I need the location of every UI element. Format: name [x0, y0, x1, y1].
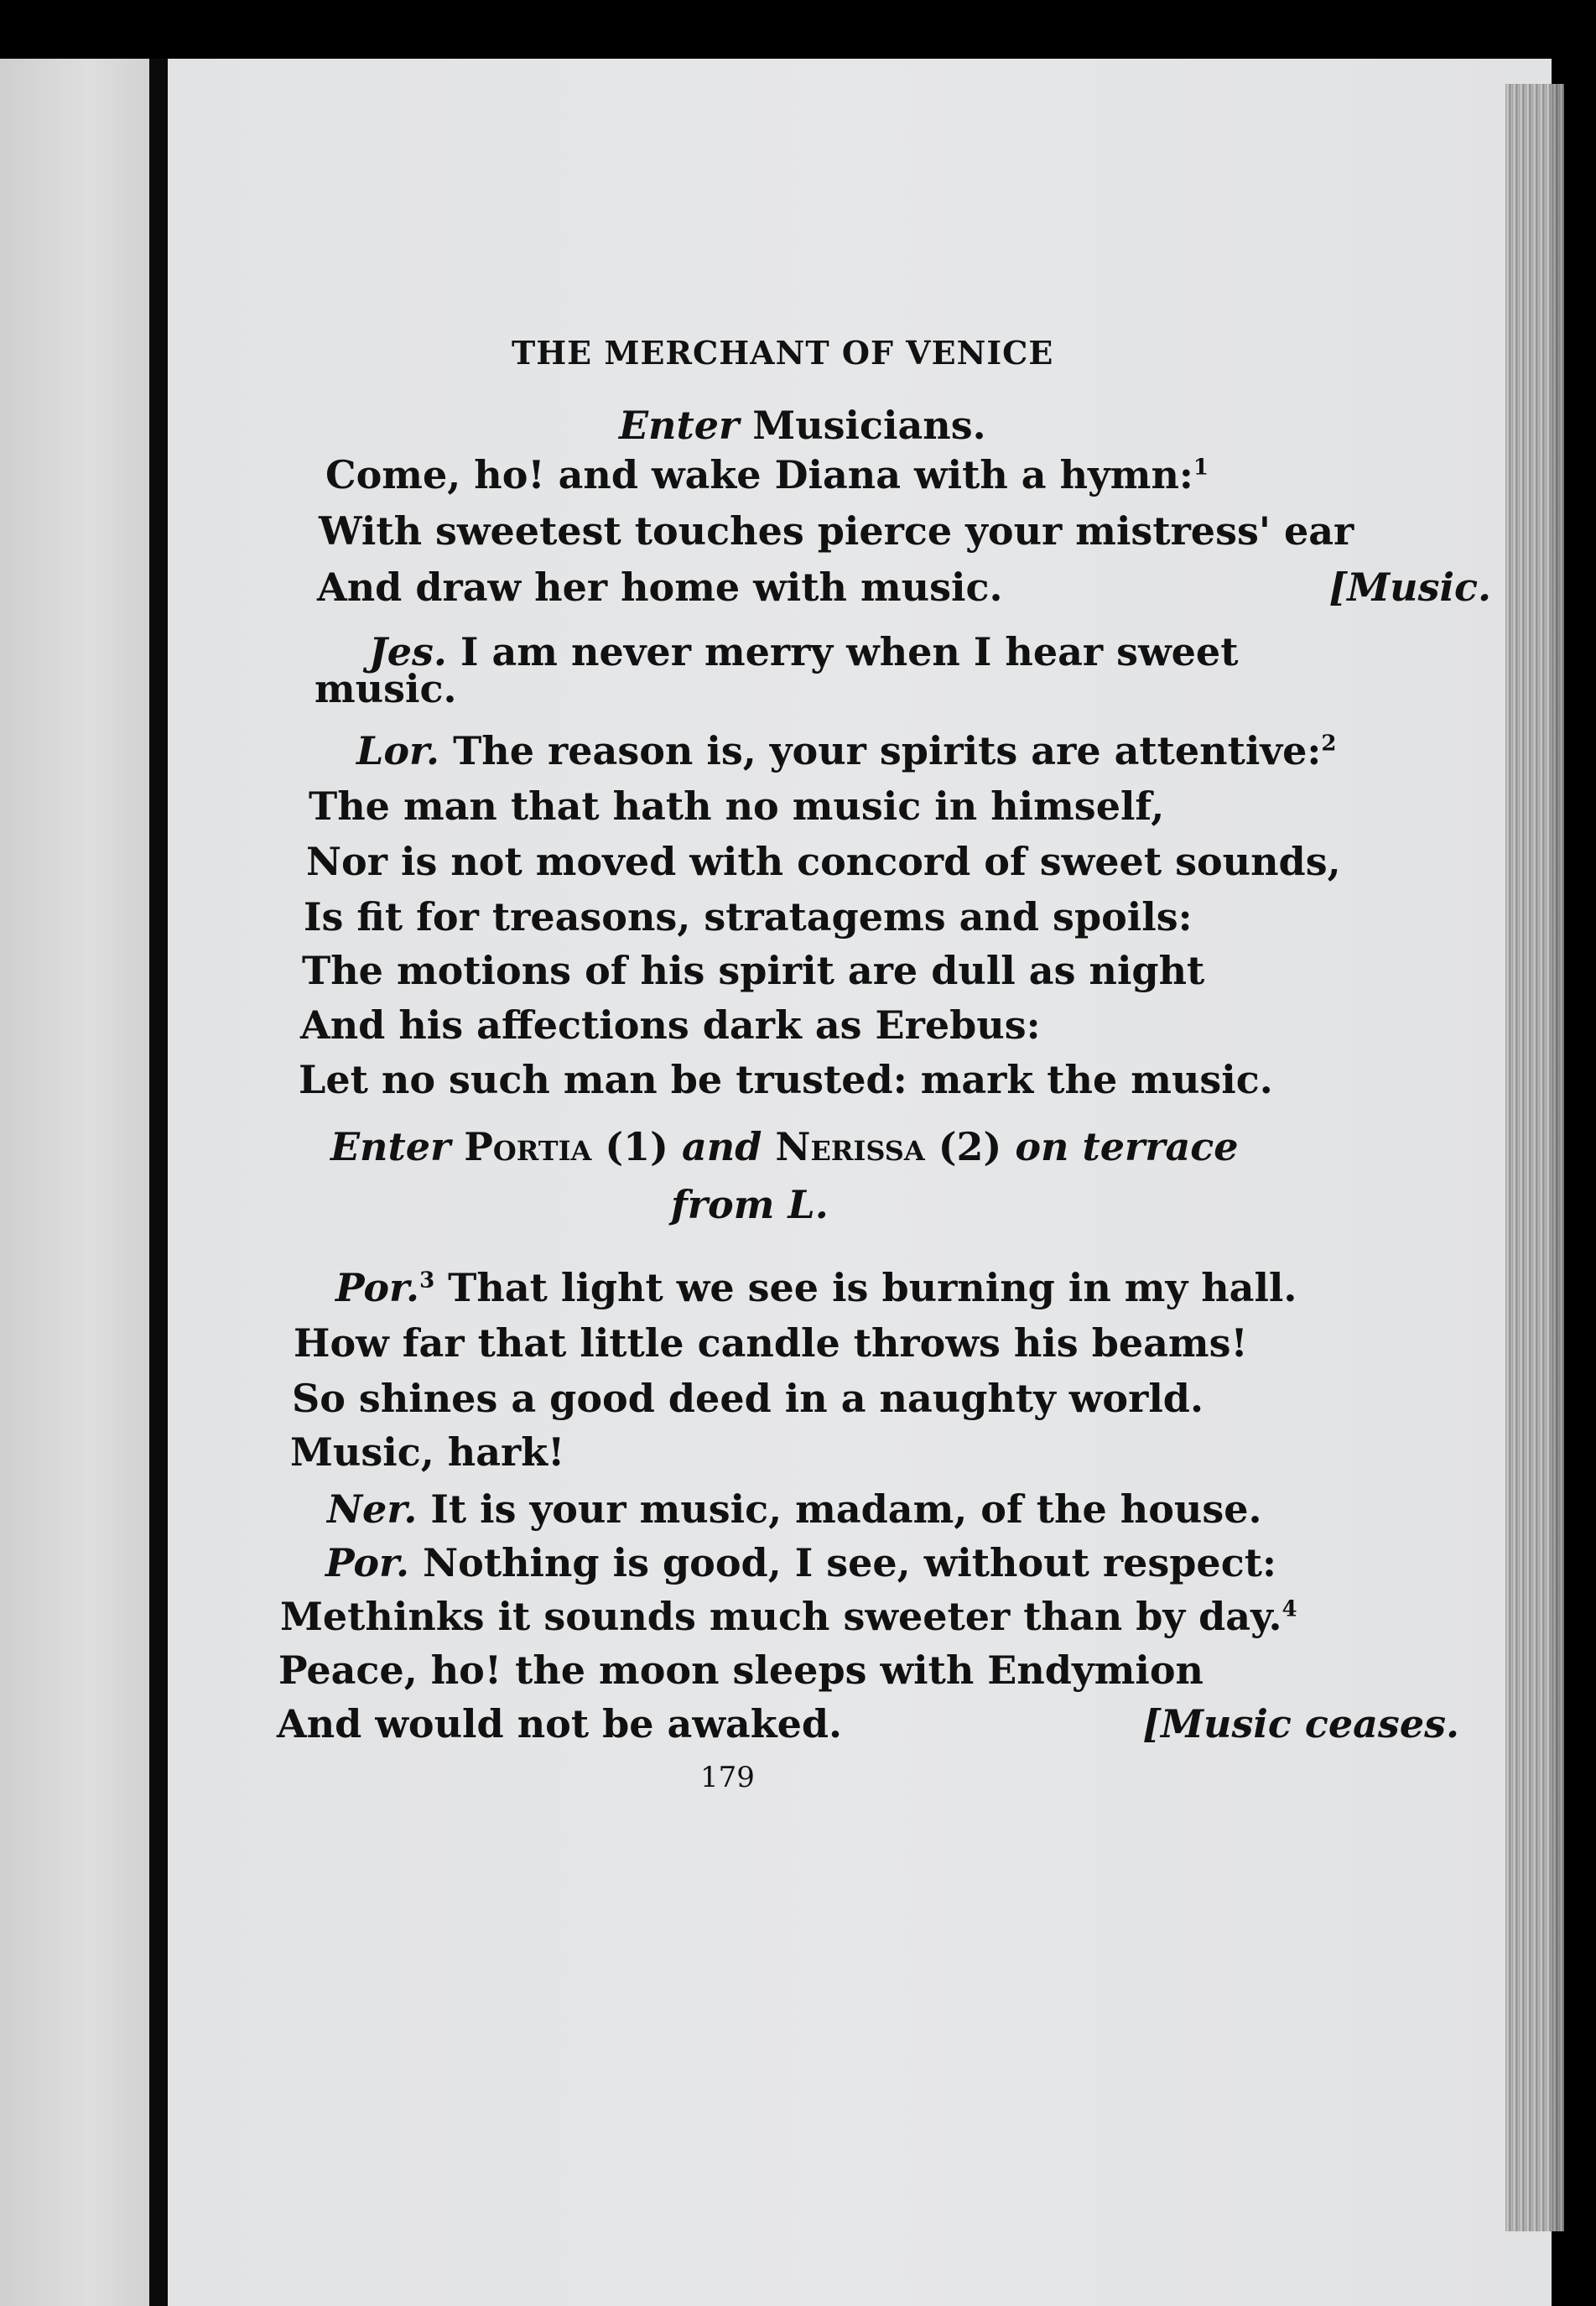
verse-line: [300, 1001, 1041, 1049]
verse-line: [290, 1428, 564, 1476]
text-run: The motions of his spirit are dull as night: [302, 948, 1205, 993]
speech-line: [327, 1485, 1262, 1533]
text-run: The man that hath no music in himself,: [309, 783, 1165, 829]
text-run: Come, ho! and wake Diana with a hymn:: [325, 452, 1193, 497]
verse-line: [292, 1374, 1203, 1423]
text-run: I am never merry when I hear sweet: [446, 629, 1239, 674]
text-run: Enter: [619, 403, 740, 448]
page-text: [268, 0, 1493, 2306]
verse-line: [317, 563, 1491, 612]
text-run: It is your music, madam, of the house.: [417, 1486, 1262, 1532]
text-run: from L.: [671, 1182, 829, 1227]
verse-line: [304, 893, 1193, 941]
text-run: Jes.: [369, 629, 447, 674]
text-run: How far that little candle throws his beams!: [294, 1320, 1248, 1366]
text-run: Let no such man be trusted: mark the music.: [299, 1057, 1273, 1102]
text-run: Ner.: [327, 1486, 418, 1532]
text-run: And his affections dark as Erebus:: [300, 1002, 1041, 1048]
footnote-marker: 3: [419, 1268, 435, 1294]
text-run: Nothing is good, I see, without respect:: [409, 1540, 1276, 1585]
text-run: With sweetest touches pierce your mistress' ear: [319, 508, 1354, 554]
page-number: 179: [700, 1761, 755, 1794]
text-run: Peace, ho! the moon sleeps with Endymion: [278, 1648, 1203, 1693]
text-run: Music, hark!: [290, 1429, 565, 1475]
text-run: (1): [591, 1124, 682, 1169]
text-run: music.: [315, 666, 457, 711]
footnote-marker: 4: [1281, 1596, 1297, 1622]
text-run: (2): [924, 1124, 1016, 1169]
speech-line: [356, 726, 1336, 775]
text-run: Methinks it sounds much sweeter than by day.: [280, 1594, 1282, 1639]
text-run: And would not be awaked.: [277, 1701, 843, 1746]
verse-line: [302, 946, 1204, 995]
footnote-marker: 2: [1321, 731, 1337, 757]
verse-line: [306, 837, 1341, 886]
stage-direction-right: [1142, 1700, 1459, 1748]
text-run: and: [681, 1124, 762, 1169]
verse-line: [294, 1319, 1248, 1367]
verse-line: [319, 507, 1476, 555]
verse-line: [315, 664, 457, 713]
text-run: Is fit for treasons, stratagems and spoils:: [304, 894, 1193, 940]
text-run: [Music ceases.: [1142, 1701, 1459, 1746]
text-run: Nor is not moved with concord of sweet sounds,: [306, 839, 1341, 884]
text-run: So shines a good deed in a naughty world.: [292, 1376, 1203, 1421]
stage-direction: [671, 1180, 829, 1229]
footnote-marker: 1: [1193, 455, 1209, 481]
text-run: Lor.: [356, 728, 440, 773]
text-run: Enter: [330, 1124, 451, 1169]
running-header: THE MERCHANT OF VENICE: [512, 334, 1054, 372]
text-run: Musicians.: [739, 403, 986, 448]
verse-line: [325, 450, 1209, 499]
speech-line: [369, 627, 1484, 676]
stage-direction: [330, 1122, 1239, 1171]
text-run: That light we see is burning in my hall.: [434, 1265, 1297, 1310]
book-gutter: [149, 59, 168, 2306]
text-run: on terrace: [1015, 1124, 1239, 1169]
verse-line: [280, 1592, 1297, 1641]
stage-direction: [619, 401, 986, 450]
text-run: Nerissa: [762, 1124, 925, 1169]
text-run: Portia: [450, 1124, 592, 1169]
speech-line: [325, 1538, 1276, 1587]
verse-line: [309, 782, 1164, 830]
speech-line: [335, 1263, 1297, 1312]
text-run: Por.: [335, 1265, 420, 1310]
verse-line: [278, 1646, 1203, 1694]
text-run: The reason is, your spirits are attentive:: [439, 728, 1322, 773]
text-run: [Music.: [1328, 565, 1491, 610]
stage-direction-right: [1328, 563, 1491, 612]
text-run: Por.: [325, 1540, 410, 1585]
verse-line: [277, 1700, 1459, 1748]
facing-page-edge: [0, 59, 149, 2306]
page-stack-edge: [1505, 84, 1564, 2231]
text-run: And draw her home with music.: [317, 565, 1003, 610]
verse-line: [299, 1055, 1273, 1104]
